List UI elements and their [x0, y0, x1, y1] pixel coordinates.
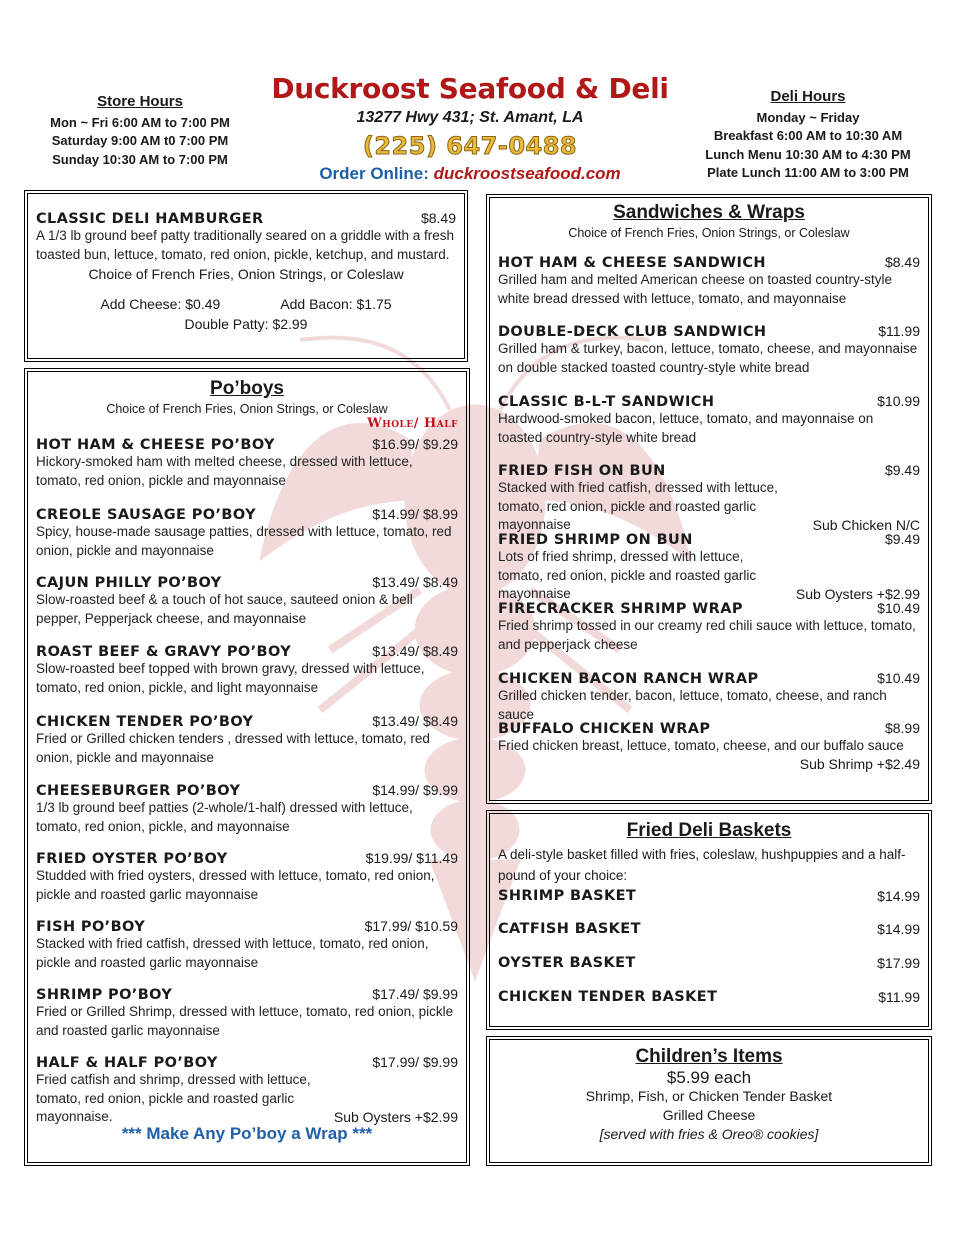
item-description: A 1/3 lb ground beef patty traditionally seared on a griddle with a fresh toasted bun, lettuce, tomato, red onion, pickle, ketchup, and mustard. — [36, 228, 455, 262]
menu-item — [36, 574, 458, 628]
item-price: $11.99 — [878, 989, 920, 1005]
item-name: CHICKEN BACON RANCH WRAP — [498, 671, 759, 687]
item-price: $8.99 — [884, 720, 920, 736]
poboys-section — [24, 368, 470, 1166]
brand-header — [250, 72, 690, 184]
item-name: FRIED OYSTER PO’BOY — [36, 851, 228, 867]
childrens-price: $5.99 each — [666, 1068, 752, 1087]
order-url-link[interactable]: duckroostseafood.com — [433, 164, 621, 183]
item-name: CAJUN PHILLY PO’BOY — [36, 575, 222, 591]
menu-item — [36, 643, 458, 697]
item-name: CHICKEN TENDER PO’BOY — [36, 714, 254, 730]
item-price: $9.49 — [884, 462, 920, 478]
menu-item — [36, 918, 458, 972]
item-price: $17.49/ $9.99 — [372, 986, 458, 1002]
section-subtitle: Choice of French Fries, Onion Strings, or Coleslaw — [568, 226, 850, 240]
childrens-items — [490, 1068, 928, 1144]
item-name: OYSTER BASKET — [498, 955, 636, 971]
item-description: Fried chicken breast, lettuce, tomato, cheese, and our buffalo sauce — [498, 738, 904, 753]
childrens-line: Shrimp, Fish, or Chicken Tender Basket — [585, 1088, 833, 1104]
basket-description: A deli-style basket filled with fries, coleslaw, hushpuppies and a half-pound of your choice: — [498, 847, 906, 883]
item-description: Grilled chicken tender, bacon, lettuce, tomato, cheese, and ranch sauce — [498, 688, 887, 722]
item-description: Grilled ham & turkey, bacon, lettuce, tomato, cheese, and mayonnaise on double stacked toasted country-style white bread — [498, 341, 918, 375]
item-description: Fried catfish and shrimp, dressed with lettuce, tomato, red onion, pickle and roasted garlic mayonnaise. — [36, 1072, 311, 1124]
section-title: Children’s Items — [635, 1046, 783, 1067]
add-cheese: Add Cheese: $0.49 — [100, 296, 221, 312]
menu-item — [36, 436, 458, 490]
menu-item — [498, 462, 920, 533]
item-description: Slow-roasted beef topped with brown gravy, dressed with lettuce, tomato, red onion, pickle, and light mayonnaise — [36, 661, 425, 695]
basket-item — [498, 955, 920, 971]
menu-item — [498, 393, 920, 447]
side-choice: Choice of French Fries, Onion Strings, or Coleslaw — [88, 266, 404, 282]
deli-hours-line: Breakfast 6:00 AM to 10:30 AM — [713, 128, 903, 143]
section-subtitle: Choice of French Fries, Onion Strings, or Coleslaw — [106, 402, 388, 416]
item-description: Hardwood-smoked bacon, lettuce, tomato, and mayonnaise on toasted country-style white bread — [498, 411, 874, 445]
item-price: $8.49 — [884, 254, 920, 270]
add-bacon: Add Bacon: $1.75 — [280, 296, 392, 312]
item-price: $13.49/ $8.49 — [372, 643, 458, 659]
double-patty: Double Patty: $2.99 — [184, 316, 308, 332]
baskets-section — [486, 810, 932, 1030]
item-name: FRIED FISH ON BUN — [498, 463, 666, 479]
hamburger-section — [24, 190, 468, 362]
item-name: CHEESEBURGER PO’BOY — [36, 783, 241, 799]
item-price: $17.99/ $10.59 — [364, 918, 458, 934]
order-online — [250, 164, 690, 184]
item-sub-note: Sub Chicken N/C — [812, 516, 920, 533]
deli-hours-line: Monday ~ Friday — [756, 109, 860, 125]
item-price: $14.99 — [877, 921, 920, 937]
add-ons — [36, 296, 456, 312]
item-name: FISH PO’BOY — [36, 919, 146, 935]
item-description: Lots of fried shrimp, dressed with lettuce, tomato, red onion, pickle and roasted garlic mayonnaise — [498, 549, 757, 601]
menu-item — [36, 1054, 458, 1125]
item-price: $17.99 — [877, 955, 920, 971]
item-price: $8.49 — [420, 210, 456, 226]
item-price: $17.99/ $9.99 — [372, 1054, 458, 1070]
item-name: CHICKEN TENDER BASKET — [498, 989, 718, 1005]
section-title: Po’boys — [210, 378, 284, 399]
menu-item — [36, 782, 458, 836]
item-sub-note: Sub Oysters +$2.99 — [795, 585, 920, 602]
menu-item — [498, 254, 920, 308]
basket-item — [498, 921, 920, 937]
menu-item — [36, 713, 458, 767]
item-price: $13.49/ $8.49 — [372, 574, 458, 590]
item-description: Spicy, house-made sausage patties, dressed with lettuce, tomato, red onion, pickle and mayonnaise — [36, 524, 452, 558]
basket-item — [498, 989, 920, 1005]
item-price: $10.49 — [877, 670, 920, 686]
item-name: HOT HAM & CHEESE SANDWICH — [498, 255, 766, 271]
phone-number[interactable]: (225) 647-0488 — [362, 132, 578, 160]
childrens-served-with: [served with fries & Oreo® cookies] — [599, 1126, 819, 1142]
item-price: $16.99/ $9.29 — [372, 436, 458, 452]
item-description: 1/3 lb ground beef patties (2-whole/1-half) dressed with lettuce, tomato, red onion, pickle, and mayonnaise — [36, 800, 413, 834]
item-price: $19.99/ $11.49 — [365, 850, 458, 866]
section-title: Sandwiches & Wraps — [613, 202, 805, 223]
item-name: CLASSIC B-L-T SANDWICH — [498, 394, 715, 410]
item-price: $10.49 — [877, 600, 920, 616]
item-name: SHRIMP BASKET — [498, 888, 637, 904]
store-hours-title: Store Hours — [97, 93, 183, 110]
menu-item — [498, 600, 920, 654]
store-hours — [30, 93, 250, 169]
item-name: DOUBLE-DECK CLUB SANDWICH — [498, 324, 767, 340]
deli-hours-title: Deli Hours — [770, 88, 846, 105]
menu-item — [36, 986, 458, 1040]
deli-hours-line: Plate Lunch 11:00 AM to 3:00 PM — [707, 165, 909, 180]
item-name: HOT HAM & CHEESE PO’BOY — [36, 437, 275, 453]
sandwiches-section — [486, 194, 932, 804]
item-name: CATFISH BASKET — [498, 921, 641, 937]
item-name: ROAST BEEF & GRAVY PO’BOY — [36, 644, 292, 660]
deli-hours — [680, 88, 936, 183]
restaurant-name: Duckroost Seafood & Deli — [271, 72, 669, 105]
basket-item — [498, 888, 920, 904]
item-price: $9.49 — [884, 531, 920, 547]
menu-item — [498, 670, 920, 724]
deli-hours-line: Lunch Menu 10:30 AM to 4:30 PM — [705, 146, 911, 162]
item-name: FRIED SHRIMP ON BUN — [498, 532, 693, 548]
menu-item — [498, 720, 920, 772]
item-sub-note: Sub Shrimp +$2.49 — [799, 755, 920, 772]
item-name: HALF & HALF PO’BOY — [36, 1055, 218, 1071]
section-title: Fried Deli Baskets — [626, 820, 792, 841]
item-price: $10.99 — [877, 393, 920, 409]
store-hours-line: Sunday 10:30 AM to 7:00 PM — [52, 151, 228, 167]
item-price: $11.99 — [878, 323, 920, 339]
store-hours-line: Mon ~ Fri 6:00 AM to 7:00 PM — [50, 114, 230, 130]
item-price: $13.49/ $8.49 — [372, 713, 458, 729]
order-label: Order Online: — [319, 164, 429, 183]
basket-intro — [498, 844, 920, 886]
item-description: Fried or Grilled Shrimp, dressed with lettuce, tomato, red onion, pickle and roasted garlic mayonnaise — [36, 1004, 454, 1038]
item-description: Studded with fried oysters, dressed with lettuce, tomato, red onion, pickle and roasted garlic mayonnaise — [36, 868, 435, 902]
whole-half-label: Whole/ Half — [367, 416, 458, 431]
menu-item — [498, 323, 920, 377]
item-description: Grilled ham and melted American cheese on toasted country-style white bread dressed with lettuce, tomato, and mayonnaise — [498, 272, 892, 306]
store-hours-line: Saturday 9:00 AM t0 7:00 PM — [51, 133, 229, 148]
item-name: CLASSIC DELI HAMBURGER — [36, 211, 264, 227]
menu-item — [36, 850, 458, 904]
item-name: CREOLE SAUSAGE PO’BOY — [36, 507, 256, 523]
childrens-section — [486, 1036, 932, 1166]
item-price: $14.99/ $9.99 — [372, 782, 458, 798]
item-description: Stacked with fried catfish, dressed with lettuce, tomato, red onion, pickle and roasted garlic mayonnaise — [498, 480, 778, 532]
item-description: Hickory-smoked ham with melted cheese, dressed with lettuce, tomato, red onion, pickle and mayonnaise — [36, 454, 413, 488]
item-price: $14.99/ $8.99 — [372, 506, 458, 522]
item-name: SHRIMP PO’BOY — [36, 987, 173, 1003]
menu-item — [36, 506, 458, 560]
item-description: Slow-roasted beef & a touch of hot sauce, sauteed onion & bell pepper, Pepperjack cheese, and mayonnaise — [36, 592, 413, 626]
item-description: Stacked with fried catfish, dressed with lettuce, tomato, red onion, pickle and roasted garlic mayonnaise — [36, 936, 429, 970]
item-name: FIRECRACKER SHRIMP WRAP — [498, 601, 743, 617]
item-sub-note: Sub Oysters +$2.99 — [333, 1108, 458, 1125]
wrap-note: *** Make Any Po’boy a Wrap *** — [121, 1124, 373, 1143]
childrens-line: Grilled Cheese — [662, 1107, 756, 1123]
address: 13277 Hwy 431; St. Amant, LA — [356, 109, 584, 126]
item-description: Fried or Grilled chicken tenders , dressed with lettuce, tomato, red onion, pickle and mayonnaise — [36, 731, 430, 765]
item-name: BUFFALO CHICKEN WRAP — [498, 721, 711, 737]
item-price: $14.99 — [877, 888, 920, 904]
menu-item — [498, 531, 920, 602]
menu-item — [36, 210, 456, 332]
item-description: Fried shrimp tossed in our creamy red chili sauce with lettuce, tomato, and pepperjack cheese — [498, 618, 916, 652]
